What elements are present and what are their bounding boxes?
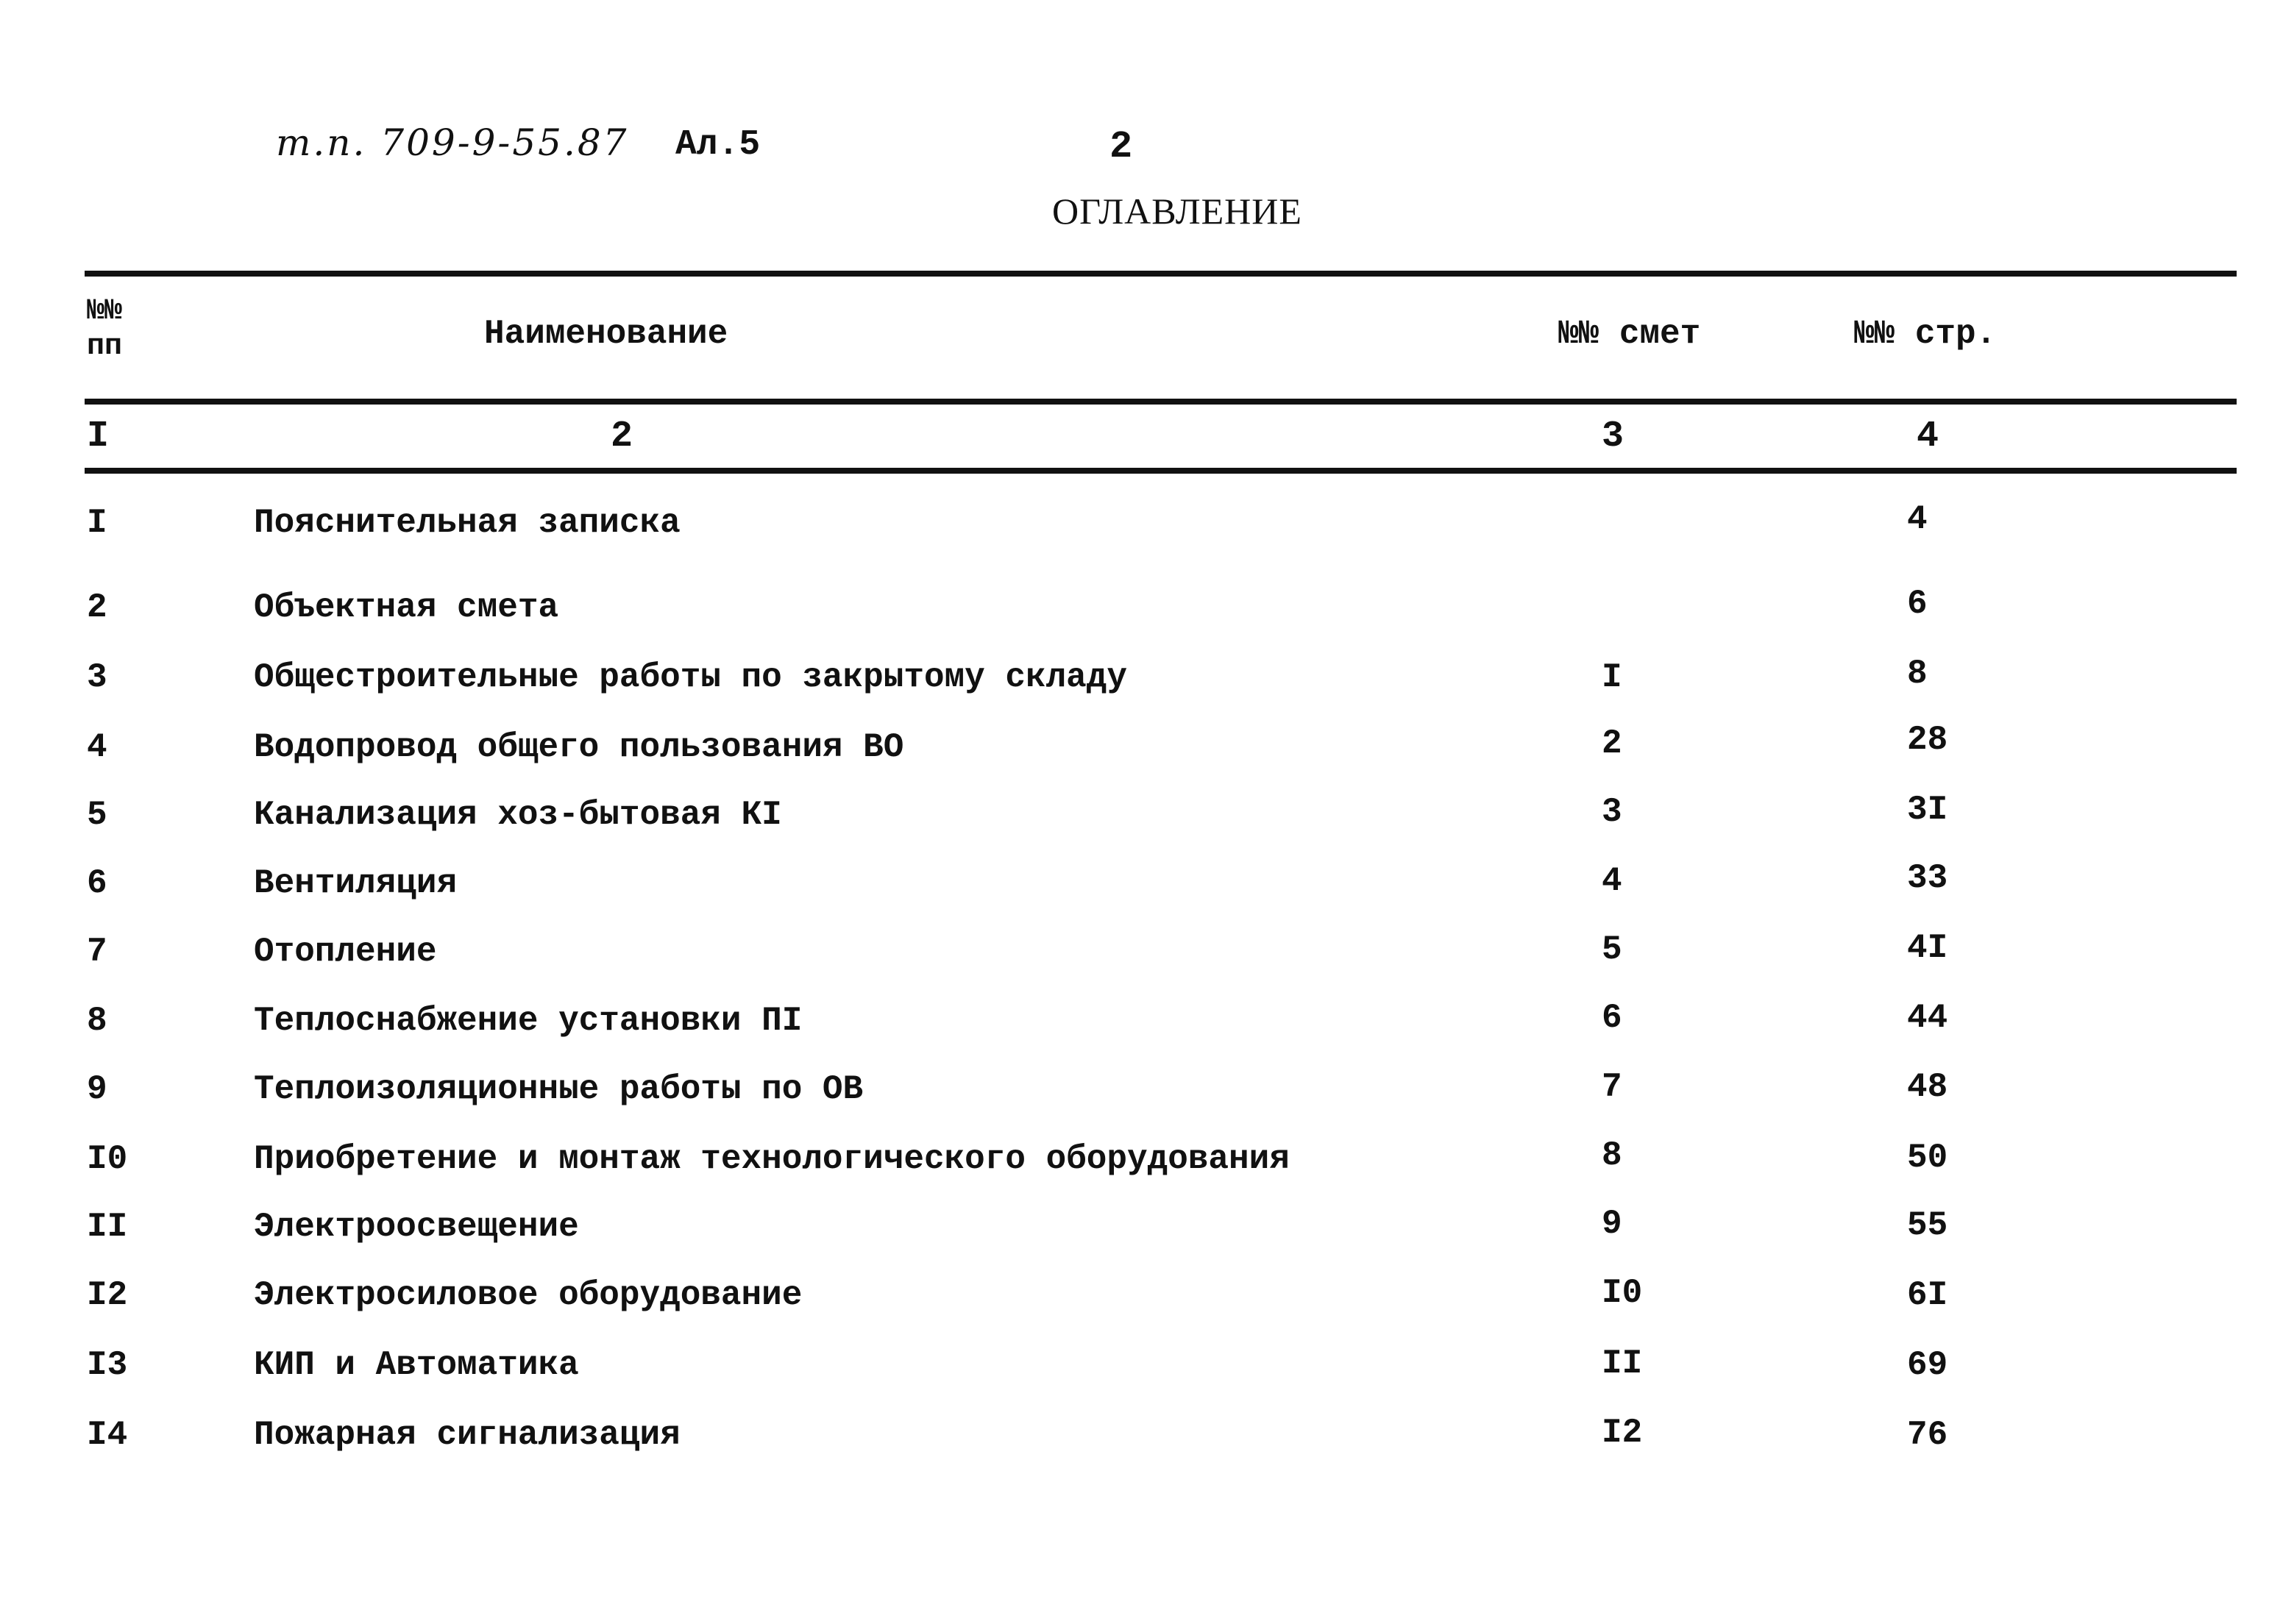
table-top-rule xyxy=(85,271,2237,277)
row-number: 3 xyxy=(87,658,107,697)
header-divider-rule xyxy=(85,399,2237,405)
row-number: II xyxy=(87,1208,128,1246)
row-number: 2 xyxy=(87,588,107,627)
column-number-1: I xyxy=(87,416,110,457)
row-page: 6I xyxy=(1907,1276,1948,1314)
row-number: I2 xyxy=(87,1276,128,1314)
row-page: 48 xyxy=(1907,1068,1948,1106)
row-number: I3 xyxy=(87,1346,128,1384)
column-number-4: 4 xyxy=(1917,416,1939,457)
document-code: т.п. 709-9-55.87 xyxy=(276,121,629,164)
row-estimate: I xyxy=(1602,658,1622,697)
row-page: 6 xyxy=(1907,585,1928,623)
row-estimate: I0 xyxy=(1602,1274,1643,1312)
row-number: 8 xyxy=(87,1002,107,1040)
row-name: Электросиловое оборудование xyxy=(254,1276,803,1314)
header-estimates: №№ смет xyxy=(1558,315,1701,353)
sheet-label: Ал.5 xyxy=(675,125,761,165)
row-name: Общестроительные работы по закрытому складу xyxy=(254,658,1127,697)
row-estimate: I2 xyxy=(1602,1414,1643,1452)
row-estimate: 9 xyxy=(1602,1205,1622,1243)
row-name: Канализация хоз-бытовая КI xyxy=(254,796,782,834)
column-number-2: 2 xyxy=(611,416,633,457)
row-page: 3I xyxy=(1907,791,1948,829)
row-page: 4I xyxy=(1907,929,1948,967)
row-name: Пожарная сигнализация xyxy=(254,1416,681,1454)
row-estimate: 4 xyxy=(1602,862,1622,900)
row-name: Отопление xyxy=(254,933,437,971)
row-name: Приобретение и монтаж технологического оборудования xyxy=(254,1140,1290,1178)
row-name: Теплоизоляционные работы по ОВ xyxy=(254,1070,864,1108)
row-page: 50 xyxy=(1907,1139,1948,1177)
row-name: Вентиляция xyxy=(254,864,458,902)
page-number: 2 xyxy=(1109,125,1133,168)
row-number: I4 xyxy=(87,1416,128,1454)
row-number: I0 xyxy=(87,1140,128,1178)
row-number: 9 xyxy=(87,1070,107,1108)
row-page: 33 xyxy=(1907,859,1948,897)
column-numbers-rule xyxy=(85,468,2237,474)
row-number: I xyxy=(87,504,107,542)
row-page: 44 xyxy=(1907,999,1948,1037)
row-estimate: 8 xyxy=(1602,1136,1622,1175)
row-page: 4 xyxy=(1907,500,1928,538)
row-number: 7 xyxy=(87,933,107,971)
row-name: Пояснительная записка xyxy=(254,504,681,542)
row-name: Электроосвещение xyxy=(254,1208,579,1246)
header-number-line1: №№ xyxy=(87,295,123,328)
row-number: 5 xyxy=(87,796,107,834)
header-pages: №№ стр. xyxy=(1854,315,1997,353)
row-estimate: 6 xyxy=(1602,999,1622,1037)
column-number-3: 3 xyxy=(1602,416,1624,457)
row-page: 55 xyxy=(1907,1206,1948,1244)
row-name: КИП и Автоматика xyxy=(254,1346,579,1384)
row-estimate: II xyxy=(1602,1345,1643,1383)
row-page: 28 xyxy=(1907,721,1948,759)
row-page: 8 xyxy=(1907,655,1928,693)
row-estimate: 5 xyxy=(1602,930,1622,969)
row-page: 76 xyxy=(1907,1416,1948,1454)
row-estimate: 2 xyxy=(1602,724,1622,763)
row-estimate: 3 xyxy=(1602,793,1622,831)
row-name: Теплоснабжение установки ПI xyxy=(254,1002,803,1040)
row-page: 69 xyxy=(1907,1346,1948,1384)
page-title: ОГЛАВЛЕНИЕ xyxy=(1052,190,1302,232)
row-number: 4 xyxy=(87,728,107,766)
row-name: Водопровод общего пользования ВО xyxy=(254,728,904,766)
row-name: Объектная смета xyxy=(254,588,559,627)
row-number: 6 xyxy=(87,864,107,902)
header-number-line2: пп xyxy=(87,330,123,363)
header-name: Наименование xyxy=(484,315,728,353)
row-estimate: 7 xyxy=(1602,1068,1622,1106)
